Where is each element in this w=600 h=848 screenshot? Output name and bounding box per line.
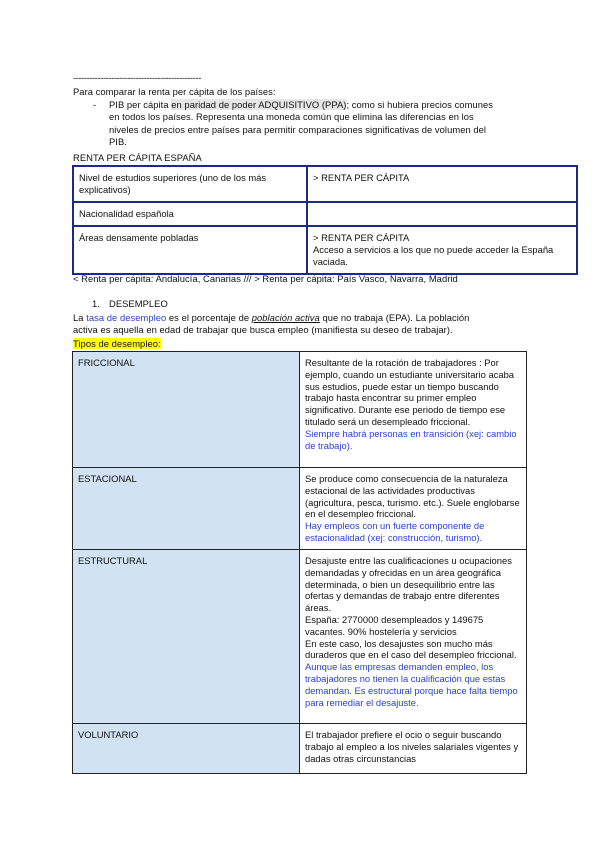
table-row: [73, 550, 527, 724]
desempleo-definition: [73, 312, 543, 337]
renta-cell-right-extra: Acceso a servicios a los que no puede acceder la España vaciada.: [313, 244, 554, 267]
definition-line-1: [73, 312, 543, 324]
table-row: [73, 468, 527, 550]
tipo-desc-cell: [300, 724, 527, 774]
tipo-desc-2: España: 2770000 desempleados y 149675 vacantes. 90% hostelería y servicios: [305, 613, 484, 637]
tipo-note: Hay empleos con un fuerte componente de estacionalidad (xej: construcción, turismo).: [305, 520, 485, 543]
tipos-title: [73, 338, 161, 350]
renta-cell-right: [307, 226, 577, 274]
def-p3: que no trabaja (EPA). La población: [319, 312, 470, 323]
tipo-note: Aunque las empresas demanden empleo, los trabajadores no tienen la cualificación que estas demandan. Es estructural porque hace falta tiempo para remediar el desajuste.: [305, 661, 518, 708]
intro-text: Para comparar la renta per cápita de los países:: [73, 86, 276, 97]
renta-cell-left: Áreas densamente pobladas: [73, 226, 307, 274]
table-row: [73, 226, 577, 274]
renta-table: [72, 165, 578, 275]
renta-title: RENTA PER CÁPITA ESPAÑA: [73, 152, 202, 163]
table-row: [73, 202, 577, 226]
bullet-line-1: [109, 99, 549, 111]
tipo-name: ESTACIONAL: [73, 468, 300, 550]
tipo-desc-cell: [300, 468, 527, 550]
section-title: DESEMPLEO: [109, 298, 168, 309]
section-number: 1.: [92, 298, 100, 309]
definition-line-2: activa es aquella en edad de trabajar que busca empleo (manifiesta su deseo de trabajar).: [73, 324, 453, 336]
renta-cell-right: [307, 166, 577, 202]
bullet-pre: PIB per cápita: [109, 99, 172, 110]
tipo-desc-cell: [300, 352, 527, 468]
ppa-highlight: en paridad de poder ADQUISITIVO (PPA): [171, 99, 347, 110]
tipo-desc: Desajuste entre las cualificaciones u ocupaciones demandadas y ofrecidas en un área geográfica determinada, o bien un desequilibrio entre las ofertas y demandas de trabajo entre diferentes áreas.: [305, 555, 512, 614]
renta-note: < Renta per cápita: Andalucía, Canarias /// > Renta per cápita: País Vasco, Navarra, Madrid: [73, 273, 458, 284]
tipo-desc: El trabajador prefiere el ocio o seguir buscando trabajo al empleo a los niveles salariales vigentes y dadas otras circunstancias: [305, 729, 519, 764]
tipo-name: FRICCIONAL: [73, 352, 300, 468]
def-p2: es el porcentaje de: [166, 312, 252, 323]
bullet-line-4: PIB.: [109, 136, 127, 148]
bullet-marker: -: [93, 99, 97, 110]
bullet-line-2: en todos los países. Representa una moneda común que elimina las diferencias en los: [109, 111, 474, 123]
tipo-name: ESTRUCTURAL: [73, 550, 300, 724]
table-row: [73, 352, 527, 468]
tipos-table: [72, 351, 527, 774]
renta-cell-left: Nacionalidad española: [73, 202, 307, 226]
tipo-name: VOLUNTARIO: [73, 724, 300, 774]
tipo-desc-3: En este caso, los desajustes son mucho más duraderos que en el caso del desempleo friccional.: [305, 637, 517, 661]
table-row: [73, 724, 527, 774]
bullet-text: [109, 99, 549, 149]
term-tasa-desempleo: tasa de desempleo: [86, 312, 167, 323]
bullet-line1-rest: ; como si hubiera precios comunes: [346, 99, 493, 110]
renta-cell-right-text: > RENTA PER CÁPITA: [313, 172, 410, 183]
tipo-desc: Se produce como consecuencia de la naturaleza estacional de las actividades productivas (agricultura, pesca, turismo. etc.). Suele englobarse en el desempleo friccional.: [305, 473, 520, 520]
tipo-desc-cell: [300, 550, 527, 724]
tipo-desc: Resultante de la rotación de trabajadores : Por ejemplo, cuando un estudiante universitario acaba sus estudios, puede estar un tiempo buscando trabajo hasta encontrar su primer empleo significativo. Durante ese periodo de tiempo ese titulado será un desempleado friccional.: [305, 357, 514, 427]
separator-line: -----------------------------------------------: [73, 72, 201, 83]
renta-cell-right: [307, 202, 577, 226]
bullet-line-3: niveles de precios entre países para permitir comparaciones significativas de volumen del: [109, 123, 487, 135]
table-row: [73, 166, 577, 202]
tipos-title-text: Tipos de desempleo:: [73, 338, 161, 349]
term-poblacion-activa: población activa: [251, 312, 320, 323]
def-p1: La: [73, 312, 87, 323]
renta-cell-right-text: > RENTA PER CÁPITA: [313, 232, 410, 243]
renta-cell-left: Nivel de estudios superiores (uno de los más explicativos): [73, 166, 307, 202]
tipo-note: Siempre habrá personas en transición (xej: cambio de trabajo).: [305, 427, 517, 451]
